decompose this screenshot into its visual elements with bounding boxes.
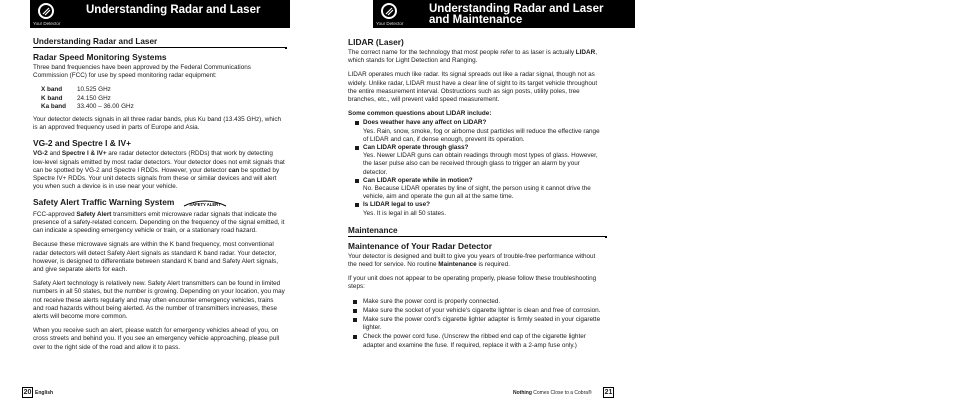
footer-tagline: Nothing Comes Close to a Cobra® <box>513 390 592 396</box>
right-content <box>348 37 605 351</box>
radar-note: Your detector detects signals in all three radar bands, plus Ku band (13.435 GHz), which is an approved frequency used in parts of Europe and Asia. <box>33 116 282 132</box>
safety-paragraph-4: When you receive such an alert, please watch for emergency vehicles ahead of you, on cross streets and behind you. If you see an emergency vehicle approaching, please pull over to the right side of the road and allow it to pass. <box>33 327 280 351</box>
bullet-icon <box>353 300 357 304</box>
maintenance-heading: Maintenance of Your Radar Detector <box>348 240 492 251</box>
page-header <box>373 0 635 28</box>
band-row: X band 10.525 GHz <box>41 86 111 94</box>
safety-paragraph-1: FCC-approved Safety Alert transmitters emit microwave radar signals that indicate the presence of a safety-related concern. Depending on the frequency of the signal emitted, it can indicate a speeding emergency vehicle or train, or a stationary road hazard. <box>33 210 285 235</box>
safety-paragraph-3: Safety Alert technology is relatively new. Safety Alert transmitters can be found in limited numbers in all 50 states, but the number is growing. Depending on your location, you may not receive these alerts regularly and may often encounter emergency vehicles, trains and road hazards without being alerted. As the number of transmitters increases, these alerts will become more common. <box>33 280 285 320</box>
lidar-heading: LIDAR (Laser) <box>348 37 404 47</box>
radar-intro: Three band frequencies have been approved by the Federal Communications Commission (FCC) for use by speed monitoring radar equipment: <box>33 64 251 80</box>
safety-alert-logo-icon <box>182 198 228 209</box>
bullet-icon <box>355 203 359 207</box>
band-row: K band 24.150 GHz <box>41 94 111 102</box>
list-item: Make sure the socket of your vehicle's cigarette lighter is clean and free of corrosion. <box>348 307 605 315</box>
list-item: Make sure the power cord is properly connected. <box>348 298 605 306</box>
lidar-paragraph-1: The correct name for the technology that most people refer to as laser is actually LIDAR, which stands for Light Detection and Ranging. <box>348 49 597 65</box>
maintenance-paragraph-1: Your detector is designed and built to give you years of trouble-free performance without the need for service. No routine Maintenance is required. <box>348 252 596 269</box>
header-title: Understanding Radar and Laser <box>86 4 261 16</box>
band-row: Ka band 33.400 – 36.00 GHz <box>41 102 134 110</box>
section-title: Maintenance <box>348 226 605 237</box>
safety-heading: Safety Alert Traffic Warning System SAFETY ALERT <box>33 197 285 208</box>
bullet-icon <box>355 146 359 150</box>
list-item: Check the power cord fuse. (Unscrew the ribbed end cap of the cigarette lighter adapter and examine the fuse. If required, replace it with a 2-amp fuse only.) <box>348 333 605 349</box>
bullet-icon <box>353 309 357 313</box>
lidar-paragraph-2: LIDAR operates much like radar. Its signal spreads out like a radar signal, though not as widely. Unlike radar, LIDAR must have a clear line of sight to its target vehicle throughout the entire measurement interval. Obstructions such as sign posts, utility poles, tree branches, etc., will prevent valid speed measurement. <box>348 71 598 104</box>
faq-item: Can LIDAR operate while in motion? No. Because LIDAR operates by line of sight, the person using it cannot drive the vehicle, aim and operate the gun all at the same time. <box>348 177 605 202</box>
vg2-heading: VG-2 and Spectre I & IV+ <box>33 138 131 149</box>
page-number: 20 <box>23 389 32 396</box>
page-header <box>30 0 290 28</box>
bullet-icon <box>355 179 359 183</box>
troubleshooting-list <box>348 298 605 350</box>
header-title: Understanding Radar and Laser and Maintenance <box>429 3 604 26</box>
svg-text:SAFETY ALERT: SAFETY ALERT <box>189 201 222 207</box>
page-left <box>0 0 290 420</box>
safety-paragraph-2: Because these microwave signals are within the K band frequency, most conventional radar detectors will detect Safety Alert signals as standard K band radar. Your detector, however, is designed to differentiate between standard K band and Safety Alert signals, and give separate alerts for each. <box>33 241 278 273</box>
page-number: 21 <box>604 389 613 396</box>
vg2-paragraph: VG-2 and Spectre I & IV+ are radar detector detectors (RDDs) that work by detecting low-level signals emitted by most radar detectors. Your detector does not emit signals that can be spotted by VG-2 and Spectre I RDDs. However, your detector can be spotted by Spectre IV+ RDDs. Your unit detects signals from these or similar devices and will alert you when such a device is in use near your vehicle. <box>33 150 285 191</box>
list-item: Make sure the power cord's cigarette lighter adapter is firmly seated in your cigarette lighter. <box>348 316 605 332</box>
faq-item: Is LIDAR legal to use? Yes. It is legal in all 50 states. <box>348 201 605 217</box>
section-title: Understanding Radar and Laser <box>33 37 285 48</box>
maintenance-paragraph-2: If your unit does not appear to be operating properly, please follow these troubleshooting steps: <box>348 275 597 291</box>
band-list <box>41 86 285 111</box>
footer-language: English <box>35 390 54 396</box>
bullet-icon <box>353 335 357 339</box>
logo-caption: Your Detector <box>33 21 61 26</box>
left-content <box>33 37 285 358</box>
faq-item: Does weather have any affect on LIDAR? Yes. Rain, snow, smoke, fog or airborne dust particles will reduce the effective range of LIDAR and can, if dense enough, prevent its operation. <box>348 119 605 144</box>
bullet-icon <box>353 318 357 322</box>
logo-caption: Your Detector <box>376 21 404 26</box>
faq-item: Can LIDAR operate through glass? Yes. Newer LIDAR guns can obtain readings through most types of glass. However, the laser pulse also can be received through glass to trigger an alarm by your detector. <box>348 144 605 177</box>
radar-heading: Radar Speed Monitoring Systems <box>33 52 167 62</box>
bullet-icon <box>355 121 359 125</box>
lidar-faq <box>348 110 605 218</box>
faq-heading: Some common questions about LIDAR include: <box>348 110 492 118</box>
page-right <box>345 0 635 420</box>
